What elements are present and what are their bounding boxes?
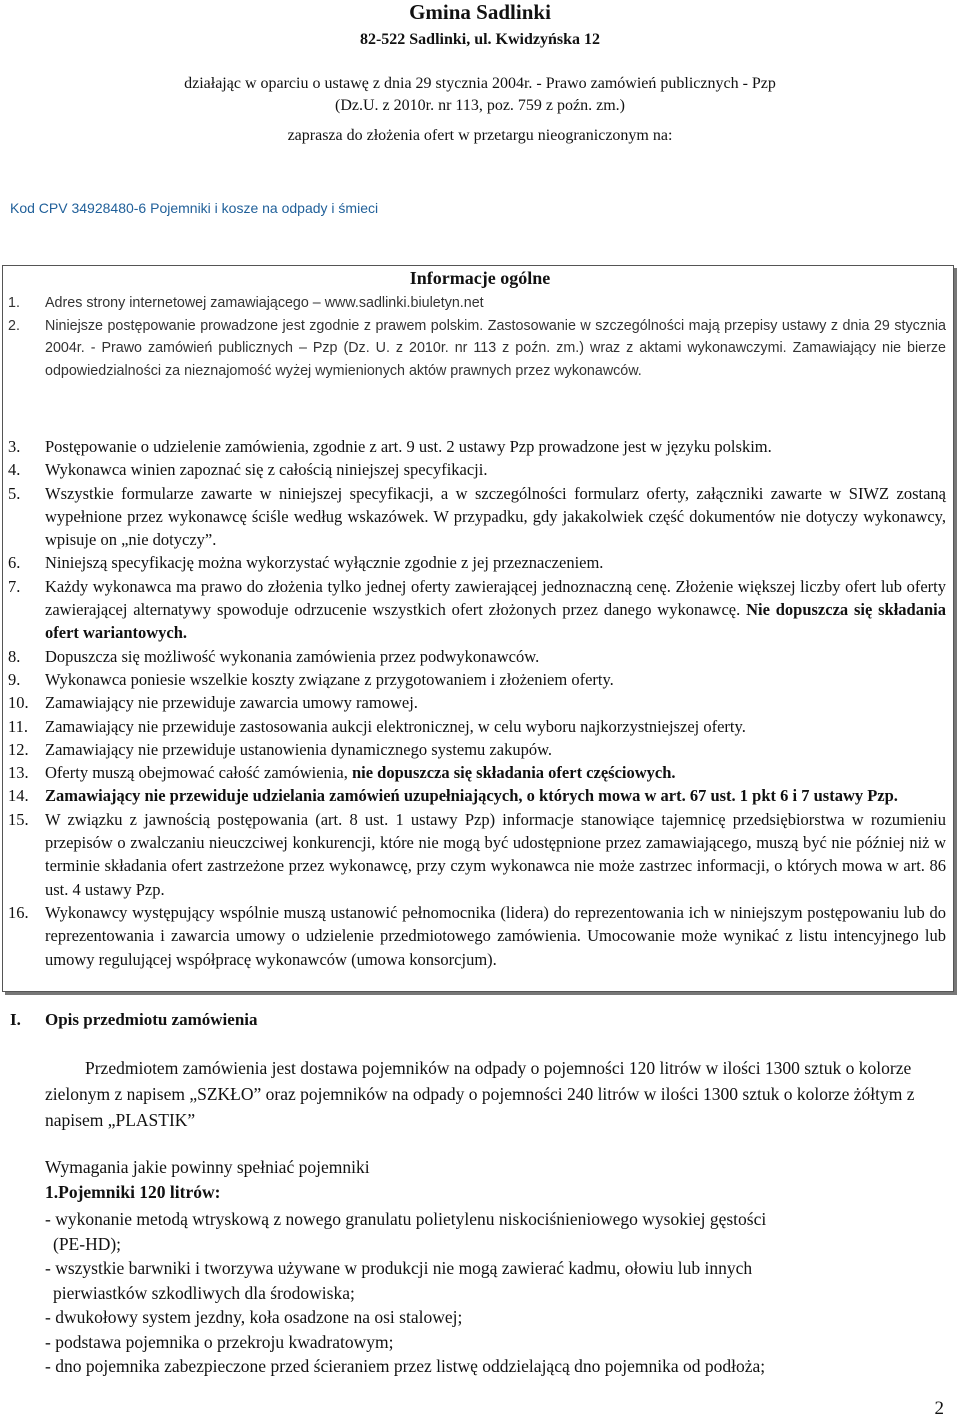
- subsection-title: 1.Pojemniki 120 litrów:: [45, 1182, 221, 1202]
- item-number: 9.: [8, 669, 21, 689]
- item-text: Adres strony internetowej zamawiającego – www.sadlinki.biuletyn.net: [45, 295, 484, 311]
- item-number: 16.: [8, 902, 29, 922]
- item-number: 5.: [8, 483, 21, 503]
- legal-basis: [0, 73, 960, 117]
- item-number: 7.: [8, 576, 21, 596]
- item-text: Zamawiający nie przewiduje ustanowienia dynamicznego systemu zakupów.: [45, 739, 553, 759]
- section-title: Opis przedmiotu zamówienia: [45, 1010, 258, 1029]
- list-item: [8, 292, 946, 315]
- list-item: [45, 1256, 945, 1305]
- list-item: [8, 761, 946, 784]
- item-text: Wykonawca winien zapoznać się z całością niniejszej specyfikacji.: [45, 460, 488, 480]
- list-item: [8, 784, 946, 807]
- item-number: 8.: [8, 646, 21, 666]
- item-text: Dopuszcza się możliwość wykonania zamówienia przez podwykonawców.: [45, 646, 540, 666]
- list-item: - dwukołowy system jezdny, koła osadzone na osi stalowej;: [45, 1307, 463, 1327]
- item-text-bold: Nie dopuszcza się składania ofert wariantowych.: [45, 600, 946, 643]
- item-text: Niniejszą specyfikację można wykorzystać wyłącznie zgodnie z jej przeznaczeniem.: [45, 553, 604, 573]
- subject-paragraph-text: Przedmiotem zamówienia jest dostawa pojemników na odpady o pojemności 120 litrów w ilości 1300 sztuk o kolorze zielonym z napisem „SZKŁO” oraz pojemników na odpady o pojemności 240 litrów w ilości 1300 sztuk o kolorze żółtym z napisem „PLASTIK”: [45, 1058, 915, 1130]
- municipality-title: Gmina Sadlinki: [409, 0, 551, 24]
- item-text: Niniejsze postępowanie prowadzone jest zgodnie z prawem polskim. Zastosowanie w szczególności mają przepisy ustawy z dnia 29 stycznia 2004r. - Prawo zamówień publicznych – Pzp (Dz. U. z 2010r. nr 113 z poźn. zm.) wraz z aktami wykonawczymi. Zamawiający nie bierze odpowiedzialności za nieznajomość wyżej wymienionych aktów prawnych przez wykonawców.: [45, 317, 946, 379]
- list-item: [8, 435, 946, 458]
- invitation-line: zaprasza do złożenia ofert w przetargu nieograniczonym na:: [287, 127, 673, 144]
- legal-basis-line2: (Dz.U. z 2010r. nr 113, poz. 759 z poźn. zm.): [335, 97, 625, 114]
- general-info-heading: Informacje ogólne: [409, 268, 551, 288]
- list-item: [8, 458, 946, 481]
- item-text: [45, 761, 946, 784]
- item-text: [45, 575, 946, 645]
- general-info-list-sans: [8, 292, 946, 382]
- page-number: 2: [934, 1398, 944, 1419]
- list-item: [8, 901, 946, 971]
- list-item: [8, 691, 946, 714]
- bullet-line-continued: pierwiastków szkodliwych dla środowiska;: [53, 1282, 355, 1303]
- item-number: 15.: [8, 809, 29, 829]
- item-text-regular: Każdy wykonawca ma prawo do złożenia tylko jednej oferty zawierającej jednoznaczną cenę. Złożenie większej liczby ofert lub oferty zawierającej alternatywy spowoduje odrzucenie wszystkich ofert złożonych przez danego wykonawcę.: [45, 576, 946, 620]
- item-text: Postępowanie o udzielenie zamówienia, zgodnie z art. 9 ust. 2 ustawy Pzp prowadzone jest w języku polskim.: [45, 437, 772, 456]
- list-item: [8, 668, 946, 691]
- legal-basis-line1: działając w oparciu o ustawę z dnia 29 stycznia 2004r. - Prawo zamówień publicznych - Pzp: [184, 75, 776, 92]
- bullet-line: - wszystkie barwniki i tworzywa używane w produkcji nie mogą zawierać kadmu, ołowiu lub innych: [45, 1258, 753, 1278]
- municipality-address: 82-522 Sadlinki, ul. Kwidzyńska 12: [359, 31, 601, 48]
- list-item: [8, 808, 946, 901]
- list-item: [8, 715, 946, 738]
- item-text: Wykonawca poniesie wszelkie koszty związane z przygotowaniem i złożeniem oferty.: [45, 669, 614, 689]
- item-text: Wszystkie formularze zawarte w niniejszej specyfikacji, a w szczególności formularz oferty, załączniki zawarte w SIWZ zostaną wypełnione przez wykonawcę ściśle według wskazówek. W przypadku, gdy jakakolwiek część dokumentów nie dotyczy wykonawcy, wpisuje on „nie dotyczy”.: [45, 483, 946, 550]
- list-item: - dno pojemnika zabezpieczone przed ścieraniem przez listwę oddzielającą dno pojemnika od podłoża;: [45, 1356, 766, 1376]
- item-number: 3.: [8, 437, 21, 456]
- item-number: 14.: [8, 786, 29, 806]
- item-number: 6.: [8, 553, 21, 573]
- item-text: Zamawiający nie przewiduje zawarcia umowy ramowej.: [45, 693, 418, 713]
- item-number: 13.: [8, 763, 29, 783]
- list-item: [8, 645, 946, 668]
- item-number: 11.: [8, 716, 29, 736]
- bullet-line-continued: (PE-HD);: [53, 1233, 122, 1254]
- list-item: - podstawa pojemnika o przekroju kwadratowym;: [45, 1331, 394, 1352]
- item-number: 1.: [8, 295, 20, 311]
- list-item: [45, 1207, 945, 1256]
- cpv-code: Kod CPV 34928480-6 Pojemniki i kosze na odpady i śmieci: [10, 200, 379, 216]
- bullet-line: - wykonanie metodą wtryskową z nowego granulatu polietylenu niskociśnieniowego wysokiej gęstości: [45, 1209, 767, 1229]
- item-text: Wykonawcy występujący wspólnie muszą ustanowić pełnomocnika (lidera) do reprezentowania ich w niniejszym postępowaniu lub do reprezentowania i zawarcia umowy o udzielenie przedmiotowego zamówienia. Umocowanie może wynikać z listu intencyjnego lub umowy regulującej współpracę wykonawców (umowa konsorcjum).: [45, 902, 946, 969]
- list-item: [8, 482, 946, 552]
- item-text-regular: Oferty muszą obejmować całość zamówienia,: [45, 763, 352, 783]
- requirements-heading: Wymagania jakie powinny spełniać pojemniki: [45, 1157, 370, 1177]
- list-item: [8, 575, 946, 645]
- list-item: [8, 738, 946, 761]
- item-text: W związku z jawnością postępowania (art. 8 ust. 1 ustawy Pzp) informacje stanowiące tajemnicę przedsiębiorstwa w rozumieniu przepisów o zwalczaniu nieuczciwej konkurencji, które nie mogą być udostępnione przez zamawiającego, muszą być nie później niż w terminie składania ofert zastrzeżone przez wykonawcę, przy czym wykonawca nie może zastrzec informacji, o których mowa w art. 86 ust. 4 ustawy Pzp.: [45, 809, 946, 899]
- item-text: Zamawiający nie przewiduje zastosowania aukcji elektronicznej, w celu wyboru najkorzystniejszej oferty.: [45, 716, 746, 736]
- list-item: [8, 551, 946, 574]
- item-number: 2.: [8, 317, 20, 334]
- item-text: Zamawiający nie przewiduje udzielania zamówień uzupełniających, o których mowa w art. 67 ust. 1 pkt 6 i 7 ustawy Pzp.: [45, 786, 898, 806]
- subject-paragraph: [45, 1055, 920, 1133]
- list-item: [8, 315, 946, 383]
- general-info-list-serif: [8, 435, 946, 971]
- item-text-bold: nie dopuszcza się składania ofert częściowych.: [351, 763, 676, 783]
- item-number: 12.: [8, 739, 29, 759]
- requirements-list: [45, 1207, 945, 1379]
- item-number: 10.: [8, 693, 29, 713]
- item-number: 4.: [8, 460, 21, 480]
- section-number: I.: [10, 1010, 21, 1029]
